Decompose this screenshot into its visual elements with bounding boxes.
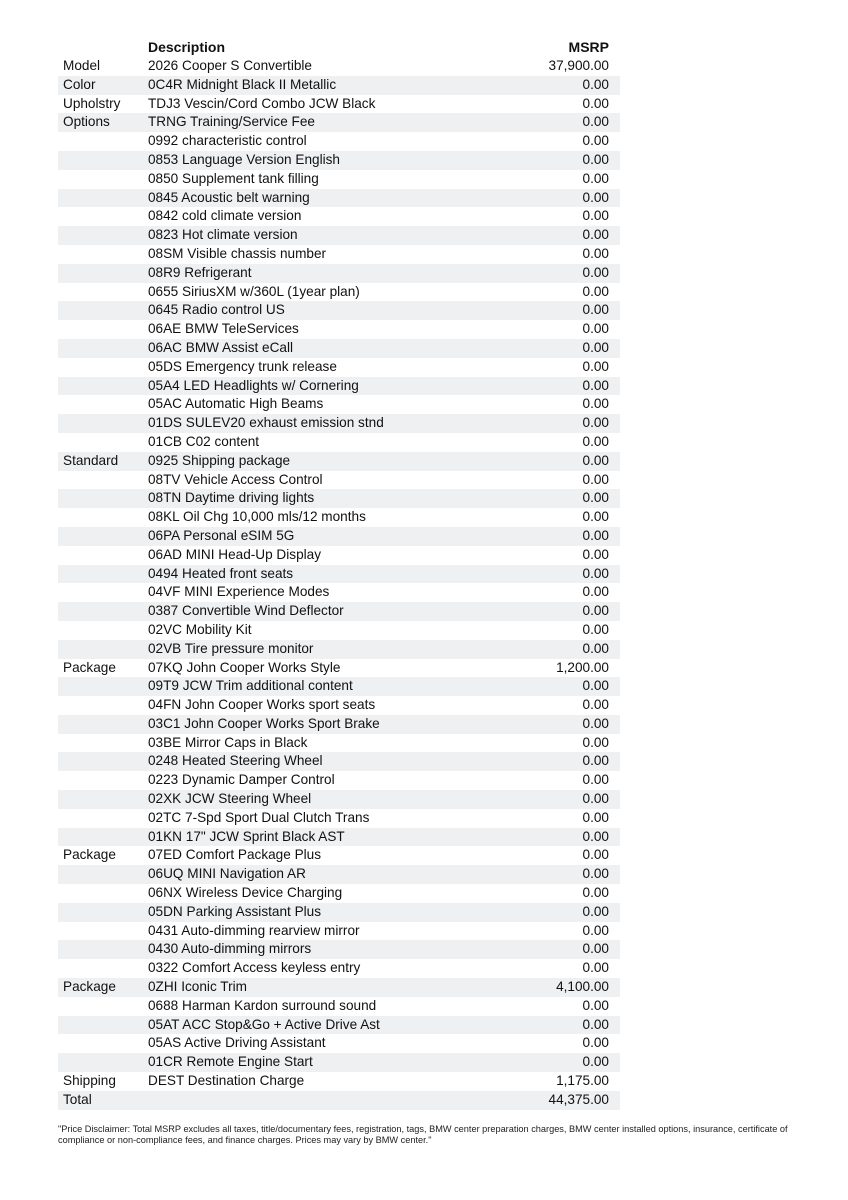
table-row [58,113,620,132]
row-amount: 0.00 [582,678,609,694]
row-category: Package [63,979,116,995]
msrp-header: MSRP [568,39,609,55]
row-description: 0823 Hot climate version [148,227,298,243]
row-amount: 0.00 [582,170,609,186]
row-description: 02VB Tire pressure monitor [148,640,314,656]
table-row [58,207,620,226]
row-description: 05DN Parking Assistant Plus [148,903,322,919]
row-description: 08TN Daytime driving lights [148,490,315,506]
row-description: 06UQ MINI Navigation AR [148,866,306,882]
row-amount: 0.00 [582,753,609,769]
row-category: Standard [63,452,119,468]
table-row [58,978,620,997]
table-row [58,95,620,114]
row-amount: 0.00 [582,941,609,957]
table-row [58,959,620,978]
row-description: 0248 Heated Steering Wheel [148,753,323,769]
row-category: Package [63,659,116,675]
row-description: 0645 Radio control US [148,302,285,318]
row-category: Color [63,76,96,92]
table-row [58,903,620,922]
row-amount: 0.00 [582,828,609,844]
row-description: 0925 Shipping package [148,452,291,468]
row-description: 05AS Active Driving Assistant [148,1035,326,1051]
row-amount: 0.00 [582,358,609,374]
row-description: 0688 Harman Kardon surround sound [148,997,377,1013]
table-row [58,245,620,264]
row-amount: 0.00 [582,433,609,449]
row-description: 01DS SULEV20 exhaust emission stnd [148,415,384,431]
table-row [58,471,620,490]
row-description: 04FN John Cooper Works sport seats [148,697,376,713]
row-amount: 1,200.00 [556,659,609,675]
row-description: 09T9 JCW Trim additional content [148,678,353,694]
row-category: Shipping [63,1073,116,1089]
row-category: Upholstry [63,95,121,111]
row-description: 0655 SiriusXM w/360L (1year plan) [148,283,360,299]
row-description: TRNG Training/Service Fee [148,114,315,130]
table-row [58,659,620,678]
row-description: 07KQ John Cooper Works Style [148,659,341,675]
table-row [58,508,620,527]
row-amount: 0.00 [582,603,609,619]
row-amount: 0.00 [582,151,609,167]
row-amount: 0.00 [582,903,609,919]
table-row [58,358,620,377]
table-row [58,339,620,358]
table-row [58,151,620,170]
row-description: 08KL Oil Chg 10,000 mls/12 months [148,509,366,525]
row-description: 02XK JCW Steering Wheel [148,791,312,807]
table-row [58,170,620,189]
row-amount: 0.00 [582,772,609,788]
row-description: TDJ3 Vescin/Cord Combo JCW Black [148,95,376,111]
row-description: 02VC Mobility Kit [148,621,252,637]
row-description: 0ZHI Iconic Trim [148,979,247,995]
table-row [58,715,620,734]
table-row [58,696,620,715]
row-amount: 0.00 [582,208,609,224]
row-category: Options [63,114,110,130]
table-row [58,1053,620,1072]
row-description: 0842 cold climate version [148,208,302,224]
table-row [58,734,620,753]
row-amount: 0.00 [582,960,609,976]
row-description: 0387 Convertible Wind Deflector [148,603,344,619]
table-row [58,546,620,565]
row-description: 02TC 7-Spd Sport Dual Clutch Trans [148,809,370,825]
row-description: 0C4R Midnight Black II Metallic [148,76,337,92]
row-amount: 0.00 [582,734,609,750]
row-amount: 0.00 [582,1016,609,1032]
row-amount: 1,175.00 [556,1073,609,1089]
row-amount: 0.00 [582,640,609,656]
row-description: 0431 Auto-dimming rearview mirror [148,922,360,938]
table-row [58,583,620,602]
table-row [58,602,620,621]
table-header [0,38,848,57]
row-description: 07ED Comfort Package Plus [148,847,322,863]
row-description: 0853 Language Version English [148,151,340,167]
row-description: 06NX Wireless Device Charging [148,885,343,901]
table-row [58,565,620,584]
row-amount: 37,900.00 [548,58,609,73]
row-description: 2026 Cooper S Convertible [148,58,312,73]
row-amount: 0.00 [582,565,609,581]
row-amount: 0.00 [582,509,609,525]
table-row [58,809,620,828]
row-description: 0494 Heated front seats [148,565,294,581]
table-row [58,320,620,339]
row-description: 0322 Comfort Access keyless entry [148,960,361,976]
row-amount: 0.00 [582,697,609,713]
row-amount: 0.00 [582,227,609,243]
row-amount: 0.00 [582,1054,609,1070]
table-row [58,1016,620,1035]
row-description: 04VF MINI Experience Modes [148,584,330,600]
price-disclaimer: "Price Disclaimer: Total MSRP excludes all taxes, title/documentary fees, registration, tags, BMW center preparation charges, BMW center installed options, insurance, certificate of compliance or non-compliance fees, and finance charges. Prices may vary by BMW center." [58,1124,788,1145]
table-row [58,189,620,208]
table-row [58,771,620,790]
row-amount: 0.00 [582,245,609,261]
row-amount: 0.00 [582,189,609,205]
table-row [58,283,620,302]
table-row [58,677,620,696]
row-amount: 0.00 [582,809,609,825]
row-amount: 0.00 [582,997,609,1013]
table-row [58,433,620,452]
row-description: 0992 characteristic control [148,133,307,149]
table-row [58,226,620,245]
row-amount: 0.00 [582,866,609,882]
row-category: Total [63,1091,92,1107]
row-amount: 0.00 [582,95,609,111]
row-amount: 0.00 [582,847,609,863]
table-row [58,997,620,1016]
row-description: 05AC Automatic High Beams [148,396,324,412]
table-row [58,414,620,433]
table-row [58,395,620,414]
table-row [58,132,620,151]
row-amount: 0.00 [582,264,609,280]
table-row [58,1034,620,1053]
row-amount: 0.00 [582,339,609,355]
row-amount: 0.00 [582,527,609,543]
row-description: 03C1 John Cooper Works Sport Brake [148,715,380,731]
row-amount: 0.00 [582,471,609,487]
row-description: 05A4 LED Headlights w/ Cornering [148,377,359,393]
row-description: 01KN 17" JCW Sprint Black AST [148,828,345,844]
row-amount: 0.00 [582,377,609,393]
row-amount: 0.00 [582,415,609,431]
row-amount: 0.00 [582,452,609,468]
row-description: 08TV Vehicle Access Control [148,471,323,487]
row-amount: 0.00 [582,302,609,318]
table-row [58,76,620,95]
table-row [58,621,620,640]
table-row [58,1091,620,1110]
table-row [58,865,620,884]
row-description: 03BE Mirror Caps in Black [148,734,308,750]
table-row [58,377,620,396]
row-amount: 0.00 [582,490,609,506]
row-description: 0430 Auto-dimming mirrors [148,941,312,957]
row-amount: 4,100.00 [556,979,609,995]
row-amount: 0.00 [582,321,609,337]
table-row [58,846,620,865]
row-amount: 0.00 [582,1035,609,1051]
table-row [58,527,620,546]
table-row [58,1072,620,1091]
table-row [58,489,620,508]
row-description: 08R9 Refrigerant [148,264,252,280]
row-category: Model [63,58,101,73]
row-amount: 0.00 [582,114,609,130]
row-amount: 0.00 [582,283,609,299]
row-description: DEST Destination Charge [148,1073,305,1089]
table-row [58,452,620,471]
row-amount: 0.00 [582,133,609,149]
row-amount: 0.00 [582,791,609,807]
row-category: Package [63,847,116,863]
row-description: 06AD MINI Head-Up Display [148,546,322,562]
row-description: 0850 Supplement tank filling [148,170,319,186]
table-row [58,57,620,76]
row-description: 06PA Personal eSIM 5G [148,527,295,543]
row-amount: 0.00 [582,546,609,562]
table-row [58,828,620,847]
description-header: Description [148,39,226,55]
table-row [58,301,620,320]
table-row [58,752,620,771]
table-row [58,940,620,959]
row-amount: 0.00 [582,715,609,731]
row-description: 0845 Acoustic belt warning [148,189,310,205]
row-description: 01CB C02 content [148,433,260,449]
table-row [58,884,620,903]
row-amount: 0.00 [582,584,609,600]
row-amount: 0.00 [582,76,609,92]
row-amount: 0.00 [582,885,609,901]
row-description: 0223 Dynamic Damper Control [148,772,335,788]
table-row [58,790,620,809]
row-amount: 0.00 [582,922,609,938]
row-description: 05DS Emergency trunk release [148,358,337,374]
row-description: 06AC BMW Assist eCall [148,339,294,355]
row-description: 05AT ACC Stop&Go + Active Drive Ast [148,1016,380,1032]
row-amount: 0.00 [582,621,609,637]
table-row [58,922,620,941]
table-row [58,264,620,283]
row-amount: 44,375.00 [548,1091,609,1107]
row-description: 08SM Visible chassis number [148,245,327,261]
row-description: 01CR Remote Engine Start [148,1054,313,1070]
line-items-table [58,57,620,1110]
row-amount: 0.00 [582,396,609,412]
row-description: 06AE BMW TeleServices [148,321,299,337]
table-row [58,640,620,659]
